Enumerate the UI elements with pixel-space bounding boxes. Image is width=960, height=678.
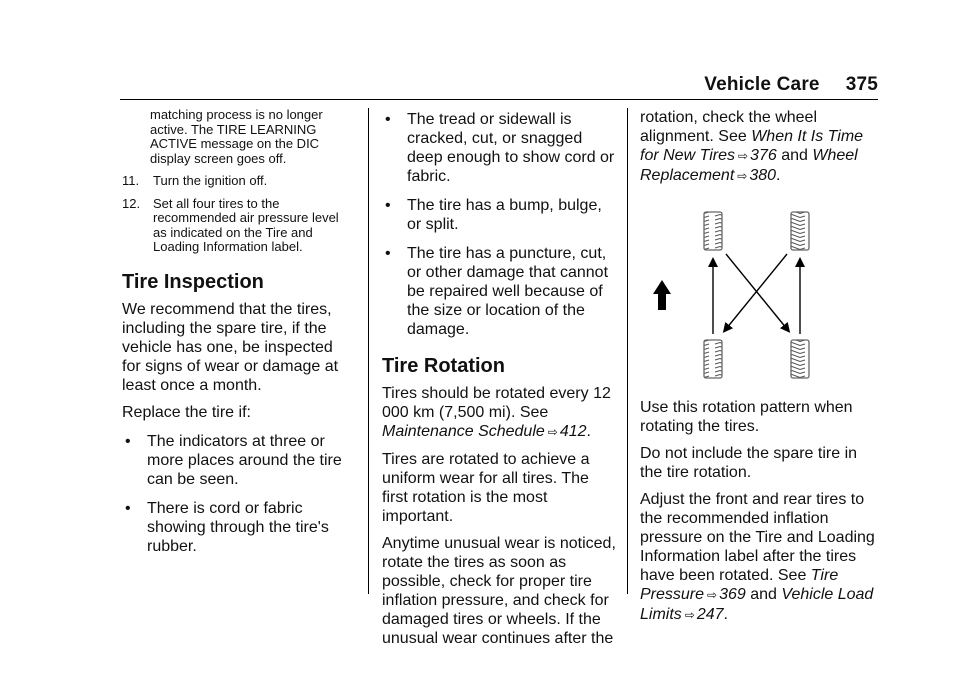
step-11	[122, 174, 354, 189]
page-number: 375	[845, 74, 878, 95]
vehicle-load-limits-link[interactable]: Vehicle Load Limits	[640, 586, 874, 623]
page-ref-icon: ⇨	[707, 588, 718, 602]
page-ref-icon: ⇨	[737, 169, 748, 183]
replace-if-text: Replace the tire if:	[122, 403, 251, 421]
step-12	[122, 197, 354, 255]
page-ref-icon: ⇨	[684, 608, 695, 622]
rotation-interval-paragraph	[382, 384, 618, 442]
page-ref-number[interactable]: 369	[719, 586, 746, 603]
tire-pressure-link[interactable]: Tire Pressure	[640, 567, 839, 603]
step-text: Set all four tires to the recommended air pressure level as indicated on the Tire and Loading Information label.	[153, 195, 339, 254]
tire-icon	[791, 212, 809, 250]
bullet-icon: •	[125, 499, 131, 517]
list-item	[382, 196, 618, 234]
tire-rotation-heading: Tire Rotation	[382, 355, 505, 377]
page-header	[704, 74, 878, 96]
para-text: Adjust the front and rear tires to the recommended inflation pressure on the Tire and Loading Information label after the tires have been rotated. See	[640, 491, 875, 584]
unusual-wear-paragraph: Anytime unusual wear is noticed, rotate the tires as soon as possible, check for proper tire inflation pressure, and check for damaged tires or wheels. If the unusual wear continues after the	[382, 535, 616, 647]
maintenance-schedule-link[interactable]: Maintenance Schedule	[382, 423, 545, 440]
para-text: and	[776, 147, 813, 164]
list-item	[122, 499, 354, 556]
front-direction-arrow-icon	[653, 280, 671, 310]
para-text: .	[586, 423, 591, 440]
step-number: 11.	[122, 173, 140, 188]
page-ref-number[interactable]: 247	[696, 606, 724, 623]
tire-icon	[704, 212, 722, 250]
tire-icon	[704, 340, 722, 378]
inspection-paragraph: We recommend that the tires, including the spare tire, if the vehicle has one, be inspected for signs of wear or damage at least once a month.	[122, 300, 339, 394]
list-item	[122, 432, 354, 489]
column-2	[382, 108, 618, 648]
page-ref-number[interactable]: 380	[749, 167, 777, 184]
para-text: .	[723, 606, 728, 623]
list-item	[382, 244, 618, 339]
bullet-text: The tire has a puncture, cut, or other damage that cannot be repaired well because of the size or location of the damage.	[407, 245, 609, 338]
bullet-icon: •	[385, 197, 391, 214]
bullet-icon: •	[385, 245, 391, 262]
column-divider	[627, 108, 628, 594]
page-ref-number[interactable]: 376	[750, 147, 777, 164]
step-continuation: matching process is no longer active. The TIRE LEARNING ACTIVE message on the DIC display screen goes off.	[150, 107, 323, 166]
tire-inspection-heading: Tire Inspection	[122, 270, 264, 293]
page-ref-icon: ⇨	[547, 425, 558, 439]
bullet-text: The tire has a bump, bulge, or split.	[407, 197, 602, 233]
step-number: 12.	[122, 195, 141, 211]
list-item	[382, 110, 618, 186]
tire-icon	[791, 340, 809, 378]
step-text: Turn the ignition off.	[153, 173, 268, 188]
rotation-pattern-paragraph: Use this rotation pattern when rotating the tires.	[640, 399, 853, 435]
tire-rotation-diagram	[640, 210, 840, 384]
rotation-purpose-paragraph: Tires are rotated to achieve a uniform wear for all tires. The first rotation is the most important.	[382, 451, 590, 525]
section-title: Vehicle Care	[704, 74, 820, 95]
bullet-text: The tread or sidewall is cracked, cut, or snagged deep enough to show cord or fabric.	[407, 111, 615, 185]
bullet-icon: •	[385, 111, 391, 128]
column-divider	[368, 108, 369, 594]
inflation-paragraph	[640, 490, 880, 625]
wheel-replacement-link[interactable]: Wheel Replacement	[640, 147, 858, 184]
column-1	[122, 108, 354, 556]
bullet-text: There is cord or fabric showing through the tire's rubber.	[147, 499, 329, 555]
new-tires-link[interactable]: When It Is Time for New Tires	[640, 128, 864, 164]
page-ref-number[interactable]: 412	[559, 423, 587, 440]
alignment-paragraph	[640, 108, 880, 186]
para-text: Tires should be rotated every 12 000 km (7,500 mi). See	[382, 385, 611, 421]
bullet-icon: •	[125, 432, 131, 450]
page-ref-icon: ⇨	[737, 149, 749, 163]
column-3	[640, 108, 880, 625]
spare-tire-paragraph: Do not include the spare tire in the tire rotation.	[640, 445, 858, 481]
header-rule	[120, 99, 878, 100]
para-text: rotation, check the wheel alignment. See	[640, 109, 817, 145]
bullet-text: The indicators at three or more places around the tire can be seen.	[147, 432, 342, 488]
para-text: .	[776, 167, 781, 184]
para-text: and	[745, 586, 782, 603]
